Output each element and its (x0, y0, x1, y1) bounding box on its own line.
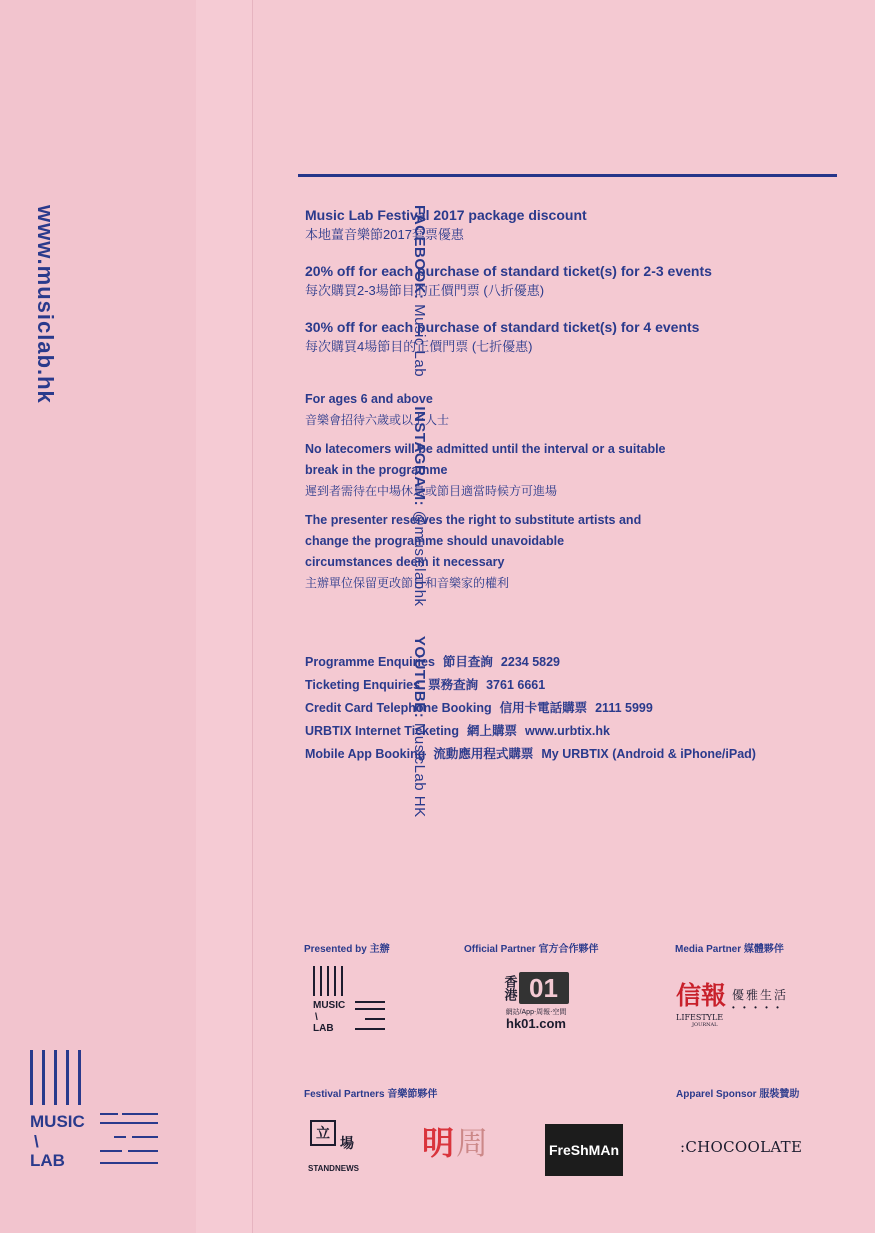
youtube-label: YOUTUBE: (411, 635, 428, 719)
hk01-subtitle: 網站/App‧周報‧空間 (505, 1009, 567, 1016)
music-lab-small-slash: \ (315, 1011, 318, 1023)
chocoolate-text: :CHOCOOLATE (680, 1138, 803, 1156)
age-note-en: For ages 6 and above (305, 392, 433, 406)
youtube-value[interactable]: MusicLab HK (411, 722, 428, 818)
festival-partners-heading: Festival Partners 音樂節夥伴 (304, 1089, 438, 1100)
rights-note-en-1: The presenter reserves the right to substitute artists and (305, 513, 642, 527)
media-partner-heading: Media Partner 媒體夥伴 (675, 944, 784, 955)
facebook-value[interactable]: Music Lab (411, 304, 428, 378)
enquiry-zh: 信用卡電話購票 (499, 701, 588, 715)
enquiry-zh: 流動應用程式購票 (433, 747, 534, 761)
standnews-char2: 場 (340, 1135, 354, 1151)
facebook-label: FACEBOOK: (411, 205, 428, 300)
hk01-number: 01 (519, 972, 569, 1004)
hk01-logo (496, 972, 576, 1042)
chocoolate-logo (680, 1138, 810, 1162)
rights-note-zh: 主辦單位保留更改節目和音樂家的權利 (305, 576, 510, 590)
hkej-sub: LIFESTYLE (676, 1013, 724, 1022)
late-note-en-1: No latecomers will be admitted until the interval or a suitable (305, 442, 666, 456)
top-divider (298, 174, 837, 177)
enquiry-row (305, 720, 845, 743)
freshman-text: FreShMAn (549, 1142, 619, 1158)
music-lab-word-music: MUSIC (30, 1112, 85, 1131)
enquiry-row (305, 697, 845, 720)
rights-note-en-2: change the programme should unavoidable (305, 534, 565, 548)
package-discount-section (305, 205, 845, 357)
hkej-tag: 優雅生活 (732, 988, 789, 1002)
enquiry-zh: 節目查詢 (442, 655, 493, 669)
website-url[interactable]: www.musiclab.hk (33, 205, 58, 404)
late-note-zh: 遲到者需待在中場休息或節目適當時候方可進場 (305, 484, 558, 498)
package-title-zh: 本地薑音樂節2017套票優惠 (305, 227, 464, 242)
standnews-label: STANDNEWS (308, 1164, 359, 1173)
music-lab-small-logo (313, 966, 393, 1038)
offer1-zh: 每次購買2-3場節目的正價門票 (八折優惠) (305, 283, 545, 298)
standnews-char1: 立 (310, 1120, 336, 1146)
late-note-en-2: break in the programme (305, 463, 448, 477)
mingzhou-logo (422, 1118, 502, 1172)
enquiry-row (305, 651, 845, 674)
music-lab-small-word-music: MUSIC (313, 1000, 346, 1011)
offer2-en: 30% off for each purchase of standard ticket(s) for 4 events (305, 319, 700, 335)
hkej-name: 信報 (676, 981, 727, 1010)
hkej-dots: • • • • • (732, 1003, 782, 1012)
freshman-logo (545, 1124, 623, 1176)
enquiry-value[interactable]: My URBTIX (Android & iPhone/iPad) (541, 747, 756, 761)
left-flap (0, 0, 197, 1233)
music-lab-small-word-lab: LAB (313, 1023, 334, 1034)
enquiry-row (305, 743, 845, 766)
mingzhou-char1: 明 (422, 1124, 455, 1162)
enquiry-row (305, 674, 845, 697)
offer2-zh: 每次購買4場節目的正價門票 (七折優惠) (305, 339, 533, 354)
enquiry-label: URBTIX Internet Ticketing (305, 724, 459, 738)
notes-section (305, 389, 845, 593)
official-partner-heading: Official Partner 官方合作夥伴 (464, 944, 599, 955)
enquiry-value[interactable]: 2111 5999 (595, 701, 653, 715)
package-title-en: Music Lab Festival 2017 package discount (305, 207, 587, 223)
apparel-sponsor-heading: Apparel Sponsor 服裝贊助 (676, 1089, 800, 1100)
instagram-label: INSTAGRAM: (411, 406, 428, 507)
age-note-zh: 音樂會招待六歲或以上人士 (305, 413, 450, 427)
enquiry-label: Mobile App Booking (305, 747, 426, 761)
hkej-lifestyle-logo (676, 982, 806, 1032)
music-lab-slash: \ (34, 1131, 39, 1151)
hk01-url: hk01.com (506, 1016, 566, 1031)
enquiry-zh: 票務查詢 (428, 678, 479, 692)
enquiry-label: Credit Card Telephone Booking (305, 701, 492, 715)
music-lab-large-logo (30, 1050, 170, 1180)
offer1-en: 20% off for each purchase of standard ticket(s) for 2-3 events (305, 263, 712, 279)
music-lab-word-lab: LAB (30, 1151, 65, 1171)
enquiry-label: Ticketing Enquiries (305, 678, 421, 692)
hkej-sub2: JOURNAL (692, 1022, 718, 1028)
standnews-logo (308, 1118, 372, 1178)
mingzhou-char2: 周 (456, 1124, 489, 1162)
enquiries-section (305, 651, 845, 766)
enquiry-value[interactable]: www.urbtix.hk (524, 724, 610, 738)
enquiry-zh: 網上購票 (466, 724, 517, 738)
enquiry-value[interactable]: 3761 6661 (486, 678, 546, 692)
enquiry-label: Programme Enquiries (305, 655, 435, 669)
hk01-chars: 香港 (502, 975, 518, 1001)
instagram-value[interactable]: @musiclabhk (411, 510, 428, 607)
enquiry-value[interactable]: 2234 5829 (500, 655, 561, 669)
presented-by-heading: Presented by 主辦 (304, 944, 390, 955)
rights-note-en-3: circumstances deem it necessary (305, 555, 505, 569)
